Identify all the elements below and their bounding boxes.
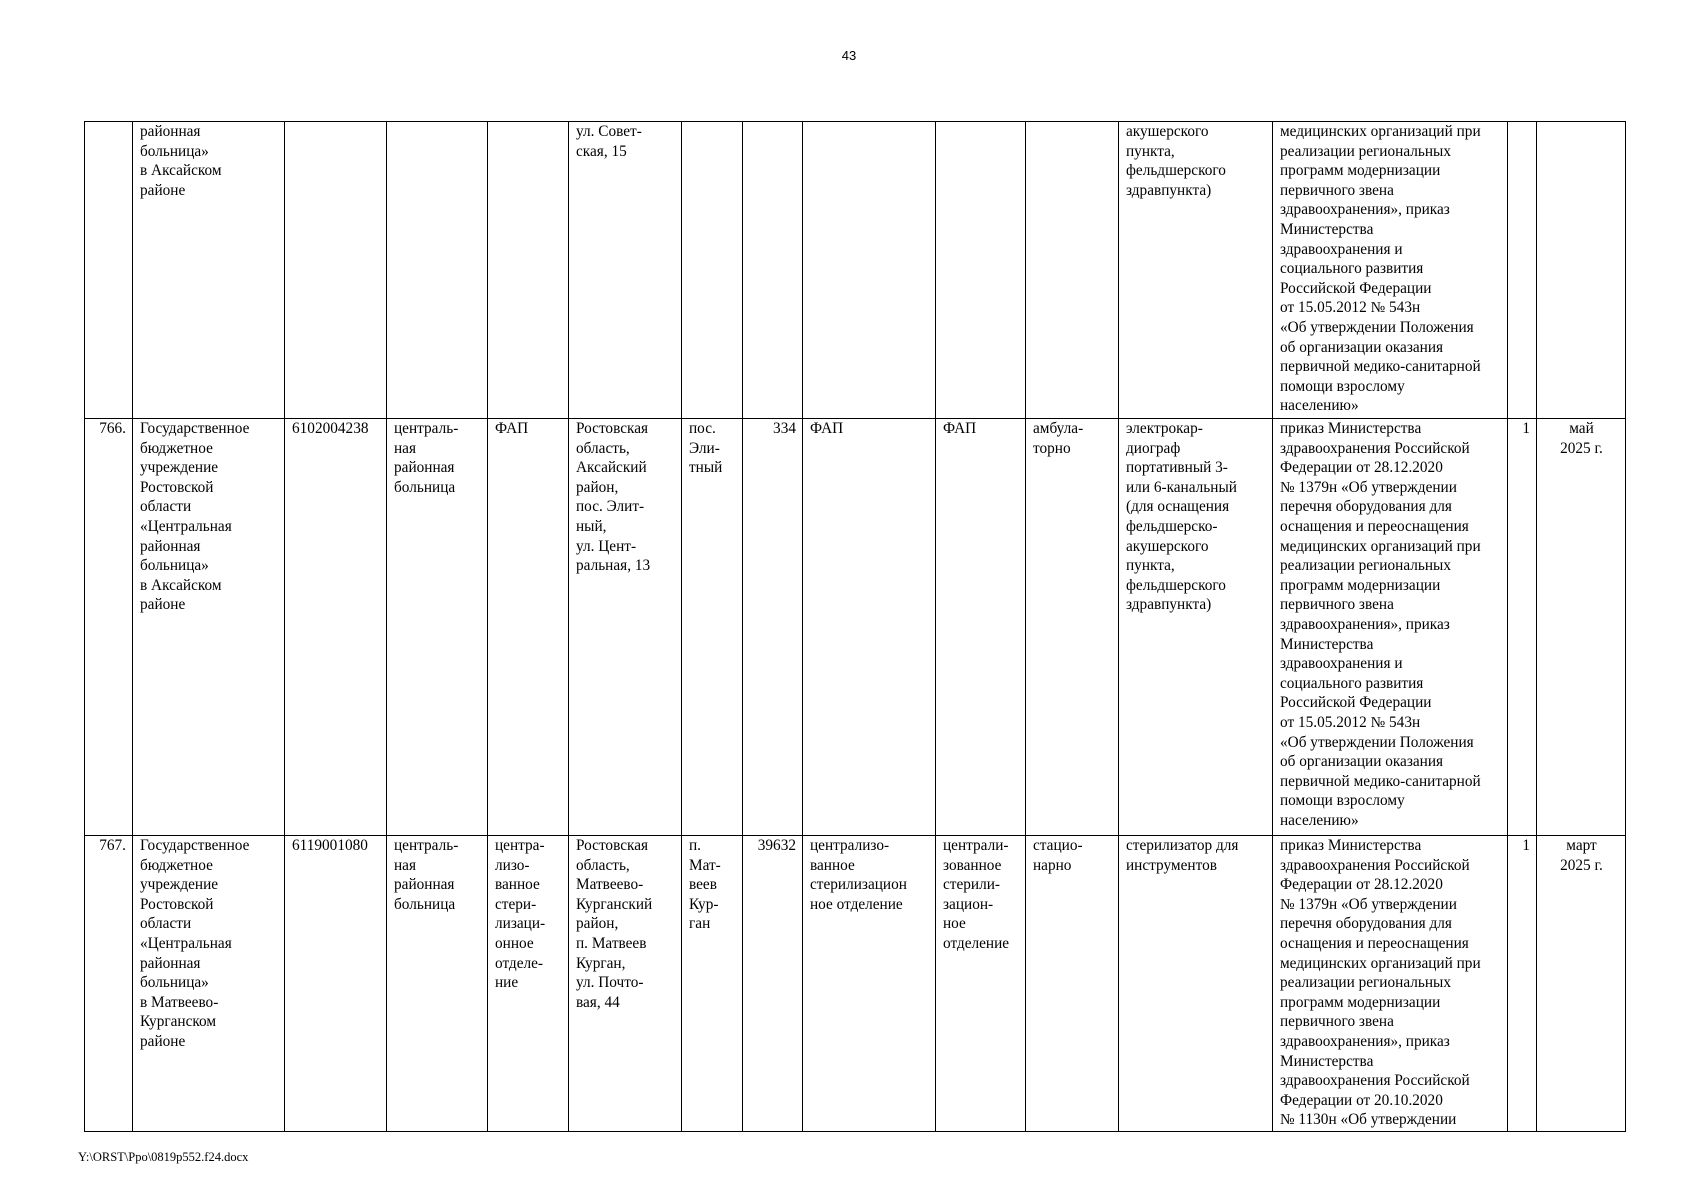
address-cell: Ростовская область, Аксайский район, пос. Элит- ный, ул. Цент- ральная, 13 — [569, 419, 682, 836]
legal-basis-cell: приказ Министерства здравоохранения Российской Федерации от 28.12.2020 № 1379н «Об утверждении перечня оборудования для оснащения и переоснащения медицинских организаций при реализации региональных программ модернизации первичного звена здравоохранения», приказ Министерства здравоохранения Российской Федерации от 20.10.2020 № 1130н «Об утверждении — [1273, 836, 1508, 1132]
locality-cell: п. Мат- веев Кур- ган — [682, 836, 743, 1132]
institution-name: Государственное бюджетное учреждение Ростовской области «Центральная районная больница» в Матвеево- Курганском районе — [133, 836, 285, 1132]
quantity-cell: 1 — [1508, 419, 1537, 836]
table-row — [85, 122, 1626, 419]
locality-cell — [682, 122, 743, 419]
unit-cell: центра- лизо- ванное стери- лизаци- онное отделе- ние — [488, 836, 569, 1132]
page-number: 43 — [841, 48, 857, 63]
table-row — [85, 419, 1626, 836]
care-form-cell: амбула- торно — [1026, 419, 1119, 836]
date-cell: март 2025 г. — [1537, 836, 1626, 1132]
institution-type: централь- ная районная больница — [387, 419, 488, 836]
address-cell: ул. Совет- ская, 15 — [569, 122, 682, 419]
quantity-cell — [1508, 122, 1537, 419]
institution-name: Государственное бюджетное учреждение Ростовской области «Центральная районная больница» в Аксайском районе — [133, 419, 285, 836]
unit-cell — [488, 122, 569, 419]
population-cell: 334 — [743, 419, 803, 836]
date-cell — [1537, 122, 1626, 419]
row-number — [85, 122, 133, 419]
date-cell: май 2025 г. — [1537, 419, 1626, 836]
subdivision-type-cell — [936, 122, 1026, 419]
equipment-cell: электрокар- диограф портативный 3- или 6-канальный (для оснащения фельдшерско- акушерского пункта, фельдшерского здравпункта) — [1119, 419, 1273, 836]
population-cell — [743, 122, 803, 419]
institution-type — [387, 122, 488, 419]
table-row — [85, 836, 1626, 1132]
equipment-cell: стерилизатор для инструментов — [1119, 836, 1273, 1132]
quantity-cell: 1 — [1508, 836, 1537, 1132]
subdivision-cell: централизо- ванное стерилизацион ное отделение — [803, 836, 936, 1132]
subdivision-type-cell: централи- зованное стерили- зацион- ное отделение — [936, 836, 1026, 1132]
unit-cell: ФАП — [488, 419, 569, 836]
care-form-cell — [1026, 122, 1119, 419]
row-number: 767. — [85, 836, 133, 1132]
inn-cell: 6119001080 — [285, 836, 387, 1132]
equipment-table — [84, 121, 1626, 1132]
inn-cell — [285, 122, 387, 419]
subdivision-cell: ФАП — [803, 419, 936, 836]
inn-cell: 6102004238 — [285, 419, 387, 836]
legal-basis-cell: приказ Министерства здравоохранения Российской Федерации от 28.12.2020 № 1379н «Об утверждении перечня оборудования для оснащения и переоснащения медицинских организаций при реализации региональных программ модернизации первичного звена здравоохранения», приказ Министерства здравоохранения и социального развития Российской Федерации от 15.05.2012 № 543н «Об утверждении Положения об организации оказания первичной медико-санитарной помощи взрослому населению» — [1273, 419, 1508, 836]
address-cell: Ростовская область, Матвеево- Курганский район, п. Матвеев Курган, ул. Почто- вая, 44 — [569, 836, 682, 1132]
table-body — [85, 122, 1626, 1132]
row-number: 766. — [85, 419, 133, 836]
locality-cell: пос. Эли- тный — [682, 419, 743, 836]
equipment-cell: акушерского пункта, фельдшерского здравпункта) — [1119, 122, 1273, 419]
institution-type: централь- ная районная больница — [387, 836, 488, 1132]
subdivision-cell — [803, 122, 936, 419]
legal-basis-cell: медицинских организаций при реализации региональных программ модернизации первичного звена здравоохранения», приказ Министерства здравоохранения и социального развития Российской Федерации от 15.05.2012 № 543н «Об утверждении Положения об организации оказания первичной медико-санитарной помощи взрослому населению» — [1273, 122, 1508, 419]
population-cell: 39632 — [743, 836, 803, 1132]
institution-name: районная больница» в Аксайском районе — [133, 122, 285, 419]
footer-file-path: Y:\ORST\Ppo\0819p552.f24.docx — [78, 1150, 249, 1164]
subdivision-type-cell: ФАП — [936, 419, 1026, 836]
care-form-cell: стацио- нарно — [1026, 836, 1119, 1132]
